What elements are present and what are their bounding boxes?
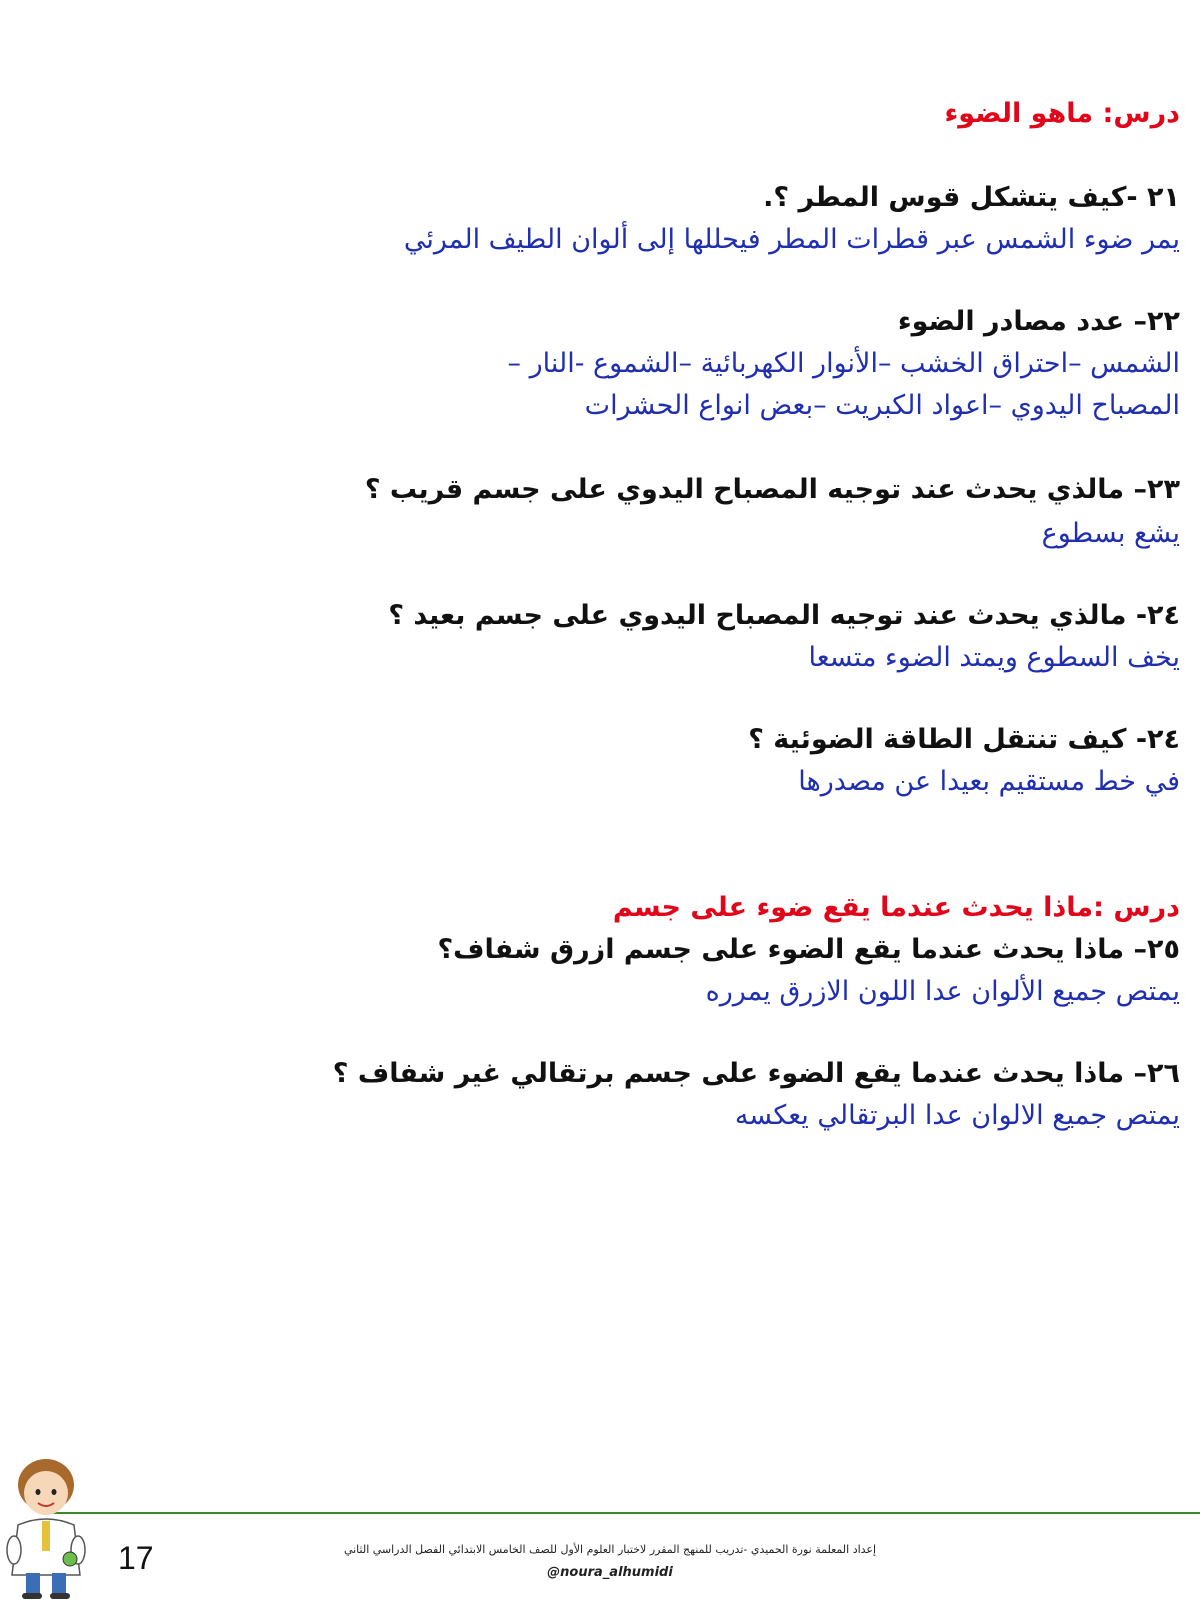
footer-divider [40, 1512, 1200, 1514]
footer-handle: @noura_alhumidi [547, 1565, 673, 1580]
lesson-title-light: درس: ماهو الضوء [944, 98, 1180, 129]
answer-24-a: يخف السطوع ويمتد الضوء متسعا [808, 642, 1180, 673]
question-24-b: ٢٤- كيف تنتقل الطاقة الضوئية ؟ [748, 724, 1180, 755]
answer-23: يشع بسطوع [1041, 518, 1180, 549]
footer-credit: إعداد المعلمة نورة الحميدي -تدريب للمنهج المقرر لاختبار العلوم الأول للصف الخامس الابتدائي الفصل الدراسي الثاني [343, 1543, 877, 1556]
question-25: ٢٥– ماذا يحدث عندما يقع الضوء على جسم ازرق شفاف؟ [437, 934, 1180, 965]
question-21: ٢١ -كيف يتشكل قوس المطر ؟. [763, 182, 1180, 213]
answer-24-b: في خط مستقيم بعيدا عن مصدرها [798, 766, 1180, 797]
question-23: ٢٣– مالذي يحدث عند توجيه المصباح اليدوي على جسم قريب ؟ [364, 474, 1180, 505]
question-26: ٢٦– ماذا يحدث عندما يقع الضوء على جسم برتقالي غير شفاف ؟ [332, 1058, 1180, 1089]
lesson-title-object: درس :ماذا يحدث عندما يقع ضوء على جسم [612, 892, 1180, 923]
answer-22-line-2: المصباح اليدوي –اعواد الكبريت –بعض انواع الحشرات [584, 390, 1180, 421]
question-24-a: ٢٤- مالذي يحدث عند توجيه المصباح اليدوي على جسم بعيد ؟ [388, 600, 1180, 631]
question-22: ٢٢– عدد مصادر الضوء [897, 306, 1180, 337]
answer-21: يمر ضوء الشمس عبر قطرات المطر فيحللها إلى ألوان الطيف المرئي [403, 224, 1180, 255]
answer-25: يمتص جميع الألوان عدا اللون الازرق يمرره [705, 976, 1180, 1007]
page-number: 17 [118, 1540, 154, 1576]
scientist-boy-icon [0, 1455, 110, 1600]
answer-22-line-1: الشمس –احتراق الخشب –الأنوار الكهربائية –الشموع -النار – [507, 348, 1180, 379]
answer-26: يمتص جميع الالوان عدا البرتقالي يعكسه [734, 1100, 1180, 1131]
